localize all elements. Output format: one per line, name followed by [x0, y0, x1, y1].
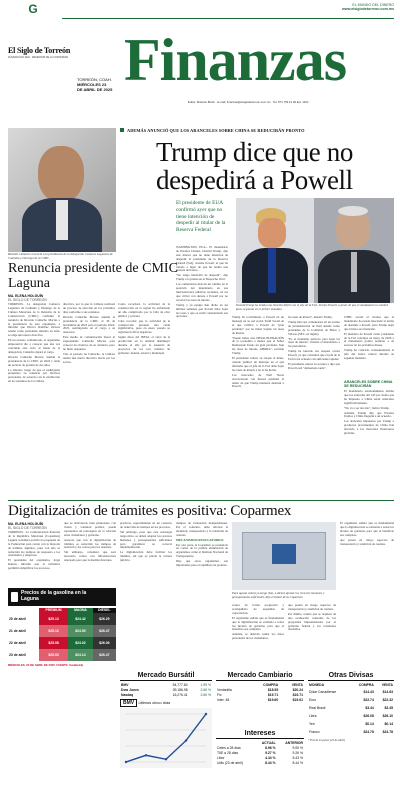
section-letter: G	[28, 2, 38, 16]
table-row	[216, 760, 304, 765]
bottom-rule	[8, 500, 394, 501]
divisas-note: * Precio en pesos (23 de abril)	[308, 737, 346, 742]
left-body-col1: TORREÓN.- La delegación Comarca Lagunera de Coahuila y Durango de la Cámara Mexicana de la Industria de la Construcción (CMIC) confirmó la renuncia de Ricardo Camacho Macías a la presidencia de este organismo, e informó que Héctor Ramírez Devera asume como presidente interino en tanto se elige una nueva directiva. En un escueto comunicado, el organismo empresarial dio a conocer que una vez concluido este ciclo al frente de la delegación, Camacho dejará el cargo. Ricardo Camacho Macías asumió la presidencia de la CMIC en 2024 y tenía un periodo de gestión de dos años. Lo anterior, luego de que el exdirigente presentara su renuncia por motivos personales, de acuerdo con lo establecido en los estatutos de la Cámara.	[8, 303, 60, 384]
table-cell: $26.47	[93, 649, 116, 661]
table-cell: Fix	[217, 692, 222, 697]
bmv-point	[145, 754, 147, 756]
bursatil-table	[120, 683, 212, 697]
table-cell: $24.78	[363, 729, 374, 734]
table-cell: 9.26 %	[292, 750, 303, 755]
table-cell: $20.24	[292, 688, 303, 693]
gas-panel	[8, 588, 116, 788]
table-head-cell: MONEDA	[309, 683, 325, 688]
table-cell: 39,186.98	[172, 688, 188, 693]
main-pullquote: El presidente de EUA confirmó ayer que no tiene intención de despedir al titular de la Reserva Federal	[176, 200, 226, 234]
table-cell: 23 de abril	[9, 652, 26, 657]
main-body-col-d: CNBC reveló el viernes que el mandatario ha estado buscando la forma de destituir a Powell, pero Trump negó que tuviera esa intención. El mandato de Powell como presidente de la Fed concluye en mayo de 2026 y el mandatario podría nombrar a su sucesor en los próximos meses. Trump ha criticado constantemente al jefe del banco central durante su segundo mandato.	[344, 316, 394, 361]
table-cell: $14.43	[363, 689, 374, 694]
table-cell: 54,777.84	[172, 683, 188, 688]
gas-col: PREMIUM	[39, 608, 69, 613]
table-cell: 1.99 %	[200, 683, 211, 688]
cambiario-panel	[216, 672, 304, 724]
bottom-photo	[232, 522, 336, 590]
gas-table	[8, 608, 116, 661]
table-cell: $24.14	[68, 649, 92, 661]
table-cell: Inter. 48	[217, 697, 230, 702]
gas-title: Precios de la gasolina en la Laguna	[21, 590, 87, 602]
table-head-cell: VENTA	[381, 683, 393, 688]
masthead-date: TORREÓN, COAH. MIÉRCOLES 23 DE ABRIL DE 2025	[77, 77, 113, 92]
table-row	[8, 649, 116, 661]
table-cell: 5.43 %	[292, 755, 303, 760]
table-head-cell: ACTUAL	[261, 741, 276, 746]
divisas-title: Otras Divisas	[308, 672, 394, 681]
table-cell: Dólar Canadiense	[309, 689, 337, 694]
section-title: Finanzas	[124, 27, 347, 93]
fuel-pump-icon	[11, 592, 18, 602]
table-row	[120, 693, 212, 698]
table-cell: $25.13	[39, 613, 69, 625]
main-photo-trump	[236, 198, 314, 303]
table-cell: TIIE a 28 días	[217, 750, 239, 755]
bmv-point	[185, 740, 187, 742]
table-cell: $18.95	[267, 688, 279, 693]
main-kicker: ADEMÁS ANUNCIÓ QUE LOS ARANCELES SOBRE CHINA SE REDUCIRÁN PRONTO	[120, 128, 394, 133]
table-cell: 9.05 %	[292, 746, 303, 751]
gas-note: MIÉRCOLES, 23 DE ABRIL DE 2025. FUENTE: GasBuddy	[8, 662, 84, 667]
divisas-panel	[308, 672, 394, 790]
table-cell: 8.96 %	[265, 746, 276, 751]
table-head-cell: VENTA	[291, 683, 303, 688]
table-cell: $25.12	[39, 625, 69, 637]
bmv-point	[205, 713, 207, 715]
table-cell: $26.47	[93, 625, 116, 637]
cambiario-table	[216, 683, 304, 702]
main-headline: Trump dice que no despedirá a Powell	[156, 137, 353, 195]
masthead-rule	[62, 18, 394, 19]
table-cell: $19.61	[292, 697, 303, 702]
logo-tagline: FUNDADO EN 1922 · DEFENSOR DE LA COMUNIDAD	[8, 56, 69, 59]
table-cell: $24.02	[68, 637, 92, 649]
table-row	[8, 625, 116, 637]
table-cell: 21 de abril	[9, 628, 26, 633]
table-cell: $19.60	[267, 697, 279, 702]
bottom-photo-caption: Para agosto estará ya tengo listo, a dichos ajustar los recursos humanos y presupuestales suficientes, dijo el titular de la Coparmex.	[232, 591, 325, 599]
table-cell: 9.27 %	[265, 750, 276, 755]
table-cell: 8.44 %	[265, 760, 276, 765]
table-cell: $24.42	[68, 613, 92, 625]
table-row	[8, 637, 116, 649]
divisas-table	[308, 683, 394, 736]
bottom-body-col6: que ponen en riesgo aspectos de transparencia y rendición de cuentas. Por último, resaltó que se requiere de una evaluación constante de los programas implementados por el gobierno federal y los resultados obtenidos.	[288, 604, 336, 632]
bmv-series-line	[126, 714, 206, 762]
bmv-chart-title: BMV	[120, 699, 137, 707]
table-cell: Libra	[309, 713, 317, 718]
table-cell: Franco	[309, 729, 320, 734]
main-photo-powell	[314, 198, 394, 303]
left-photo-caption: Ricardo Camacho renunció a la presidencia de la delegación Comarca Lagunera de Coahuila y Durango de la CMIC.	[8, 252, 113, 260]
bursatil-title: Mercado Bursátil	[120, 672, 212, 681]
table-row	[308, 696, 394, 704]
table-row	[308, 704, 394, 712]
table-cell: $26.10	[382, 713, 393, 718]
table-cell: 8.44 %	[292, 760, 303, 765]
table-cell: $0.14	[365, 721, 374, 726]
table-cell: 22 de abril	[9, 640, 26, 645]
table-cell: Udis (23 de abril)	[217, 760, 243, 765]
bottom-headline: Digitalización de trámites es positiva: Coparmex	[8, 503, 292, 519]
bmv-point	[125, 761, 127, 763]
table-cell: $26.29	[93, 613, 116, 625]
table-head-cell: ANTERIOR	[285, 741, 303, 746]
table-head-cell: COMPRA	[263, 683, 279, 688]
table-cell: $24.78	[382, 729, 393, 734]
intereses-title: Intereses	[216, 730, 304, 739]
bmv-line-chart	[120, 708, 212, 768]
bottom-body-col7: El organismo señaló que es fundamental que la digitalización se extienda a todos los niveles de gobierno para que el beneficio sea completo. que ponen en riesgo aspectos de transparencia y rendición de cuentas.	[340, 522, 394, 546]
left-body-col2: directiva, por lo que la Cámara realizará un proceso de elección en los próximos días conforme a sus estatutos. Ricardo Camacho Macías asumió la presidencia de la CMIC el 30 de noviembre de 2023 para el periodo 2024-2025, sustituyendo en el cargo a su antecesor. Este medio de comunicación buscó al expresidente Camacho Macías para conocer los motivos de su renuncia, pero no hubo respuesta. Tras el periodo de Camacho, la Cámara tendrá una nueva directiva electa por los socios.	[63, 303, 115, 364]
table-row	[308, 720, 394, 728]
gas-col: MAGNA	[68, 608, 92, 613]
main-subhead: ARANCELES SOBRE CHINA SE REDUCIRÁN	[344, 380, 393, 389]
left-body-col3: Como recordará, la actividad de la construcción en la región ha enfrentado un año complicado por la falta de obra pública y privada. Cabe recordar que la actividad de la construcción presentó una caída significativa, pues en enero pasado se registraron cifras negativas. Según datos del INEGI, el valor de la producción en la entidad disminuyó durante el año por la ausencia de proyectos de los tres órdenes de gobierno: federal, estatal y municipal.	[118, 303, 170, 355]
newspaper-logo[interactable]: El Siglo de Torreón	[8, 46, 71, 55]
table-row	[308, 728, 394, 736]
main-body-col-e: El mandatario estadounidense afirmó que los aranceles del 145 por ciento que ha impuesto a China serán reducidos significativamente. "No va a ser tan alto", indicó Trump. Además, Trump dijo que Estados Unidos y China llegarán a un acuerdo. Los aranceles impuestos por Trump a productos provenientes de China han afectado a los mercados financieros globales.	[344, 390, 394, 436]
table-cell: $19.71	[292, 692, 303, 697]
table-cell: 16,276.41	[172, 692, 188, 697]
table-cell: $14.63	[382, 689, 393, 694]
table-cell: $26.08	[363, 713, 374, 718]
intereses-table	[216, 741, 304, 765]
table-cell: $26.06	[93, 637, 116, 649]
main-photo-caption: Donald Trump ha tenido una relación difícil con el jefe de la Fed, Jerome Powell, a pesar de que el mandatario lo nombró para su puesto en el primer mandato.	[236, 303, 389, 311]
intereses-panel	[216, 730, 304, 790]
table-cell: $0.14	[384, 721, 393, 726]
bottom-body-col4: tiempos de evaluación independientes. Por el contrario, debe reforzar la inclusión, transparencia y la rendición de cuentas. MECANISMOS REGULATORIOS Por otra parte, la Coparmex se pronunció en contra de la posible eliminación de organismos como el Instituto Nacional de Transparencia. Dijo que estos organismos son importantes para el equilibrio de poderes.	[176, 522, 228, 568]
table-cell: Libor	[217, 755, 225, 760]
bmv-point	[165, 758, 167, 760]
main-body-col1: WASHINGTON, EUA.- El mandatario de Estados Unidos, Donald Trump, dijo este martes que no tiene intención de despedir al presidente de la Reserva Federal (Fed), Jerome Powell, al que ha tratado a lugar de que ha tenido una postura del banco. "No tengo intención de despedir", dijo Trump a la prensa en el Despacho Oval. Los comentarios marcan un cambio en la posición del mandatario en sus intervenciones públicas recientes, en las que criticó con dureza a Powell por no recortar las tasas de interés. Trump y su equipo han dicho en las últimas semanas que Powell debe bajar las tasas y que se están considerando sus opciones.	[176, 246, 228, 319]
table-head-cell: COMPRA	[358, 683, 374, 688]
bottom-body-col1: TORREÓN.- La Confederación Patronal de la República Mexicana (Coparmex) Laguna considera positiva la propuesta de la Federación para contar con la mayoría de trámites digitales, pues con ello se reducirán los tiempos de respuesta a los ciudadanos y empresas. El presidente del organismo, Jorge Ramos, informó que la iniciativa permitirá simplificar los procesos.	[8, 531, 60, 571]
table-cell: Cetes a 28 días	[217, 746, 241, 751]
table-row	[8, 613, 116, 625]
table-row	[216, 697, 304, 702]
table-cell: $25.03	[39, 649, 69, 661]
left-byline: MA. ELENA HOLGUÍN EL SIGLO DE TORREÓN	[8, 294, 47, 302]
table-cell: $24.50	[68, 625, 92, 637]
table-cell: Nasdaq	[121, 692, 134, 697]
bottom-body-col2: que se obtuvieron, bien planteados, con visión y voluntad política, puede representar un parteaguas en la relación entre ciudadanos y gobierno. Aseveró que con la digitalización de trámites se reducirán los tiempos de atención y los costos para los usuarios. Sin embargo, consideró que será necesario contar con infraestructura adecuada para que la medida funcione.	[64, 522, 116, 563]
bottom-body-col3: prácticas, especialmente en un contexto de reducción de tiempos en los procesos. Sin embargo, pese que esta estrategia tenga éxito, se deben adoptar los recursos humanos y presupuestales suficientes para garantizar su correcta implementación. La digitalización debe facilitar los trámites, sin que se pierda la certeza jurídica.	[120, 522, 172, 563]
gas-col: DIÉSEL	[93, 608, 116, 613]
main-body-col-b: Trump ha recriminado a Powell en un mensaje en su red social Truth Social en el que calificó a Powell de "gran perdedor" por no haber bajado las tasas de interés. "Puede haber una DESACELERACIÓN de la economía a menos que el Señor Demasiado Tarde, un gran perdedor, baje las tasas de interés, AHORA", escribió Trump. El presidente reiteró su ataque el lunes, cuando publicó un mensaje en el que afirmaba que el jefe de la Fed debe bajar las tasas de interés y no lo ha hecho. Los mercados de Wall Street reaccionaron con fuertes pérdidas al temor de que Trump intentara destituir a Powell.	[232, 316, 284, 389]
table-cell: 20 de abril	[9, 616, 26, 621]
table-cell: BMV	[121, 683, 129, 688]
bottom-byline: MA. ELENA HOLGUÍN EL SIGLO DE TORREÓN	[8, 522, 47, 530]
table-cell: $22.32	[382, 697, 393, 702]
table-cell: $3.44	[365, 705, 374, 710]
main-body-col-c: las tasas de interés", insistió Trump. Trump hizo sus comentarios en un evento de juramentación de Paul Atkins como presidente de la Comisión de Bolsa y Valores (SEC, en inglés). "Es el momento perfecto para bajar las tasas de interés", insistió el mandatario a los periodistas. Trump ha lanzado sus ataques contra Powell, ya que considera que el jefe de la Fed no ha actuado con suficiente rapidez. El presidente reiteró su postura y dijo que Powell está "demasiado tarde".	[288, 316, 340, 370]
table-cell: 4.44 %	[265, 755, 276, 760]
table-cell: $25.08	[39, 637, 69, 649]
table-cell: 2.66 %	[200, 688, 211, 693]
table-cell: $3.45	[384, 705, 393, 710]
bottom-body-col5: ocurra de forma progresiva y acompañada de esquemas de capacitación. El organismo señaló que es fundamental que la digitalización se extienda a todos los niveles de gobierno para que el beneficio sea completo. Además, se deberán cuidar los datos personales de los ciudadanos.	[232, 604, 284, 641]
gas-header	[8, 588, 116, 606]
editor-line: Editor: Mariano Bodin · E-mail: finanzas@elsiglodetorreon.com.mx · Tel. 871 759 12 00 Ext. 1162	[188, 100, 309, 104]
bursatil-panel	[120, 672, 212, 790]
left-story-photo	[8, 128, 116, 252]
table-cell: Dow Jones	[121, 688, 139, 693]
top-right-tagline: EL MUNDO DEL DINERO www.elsiglodetorreon.com.mx	[342, 3, 394, 11]
table-cell: Yen	[309, 721, 315, 726]
left-headline: Renuncia presidente de CMIC Laguna	[8, 261, 178, 291]
table-cell: Euro	[309, 697, 317, 702]
table-cell: $22.74	[363, 697, 374, 702]
table-cell: Ventanilla	[217, 688, 232, 693]
table-cell: Real Brasil	[309, 705, 326, 710]
bmv-chart-subtitle: últimos cinco días	[138, 700, 171, 706]
table-row	[308, 688, 394, 696]
cambiario-title: Mercado Cambiario	[216, 672, 304, 681]
table-cell: 2.66 %	[200, 692, 211, 697]
table-row	[308, 712, 394, 720]
table-cell: $19.71	[267, 692, 279, 697]
